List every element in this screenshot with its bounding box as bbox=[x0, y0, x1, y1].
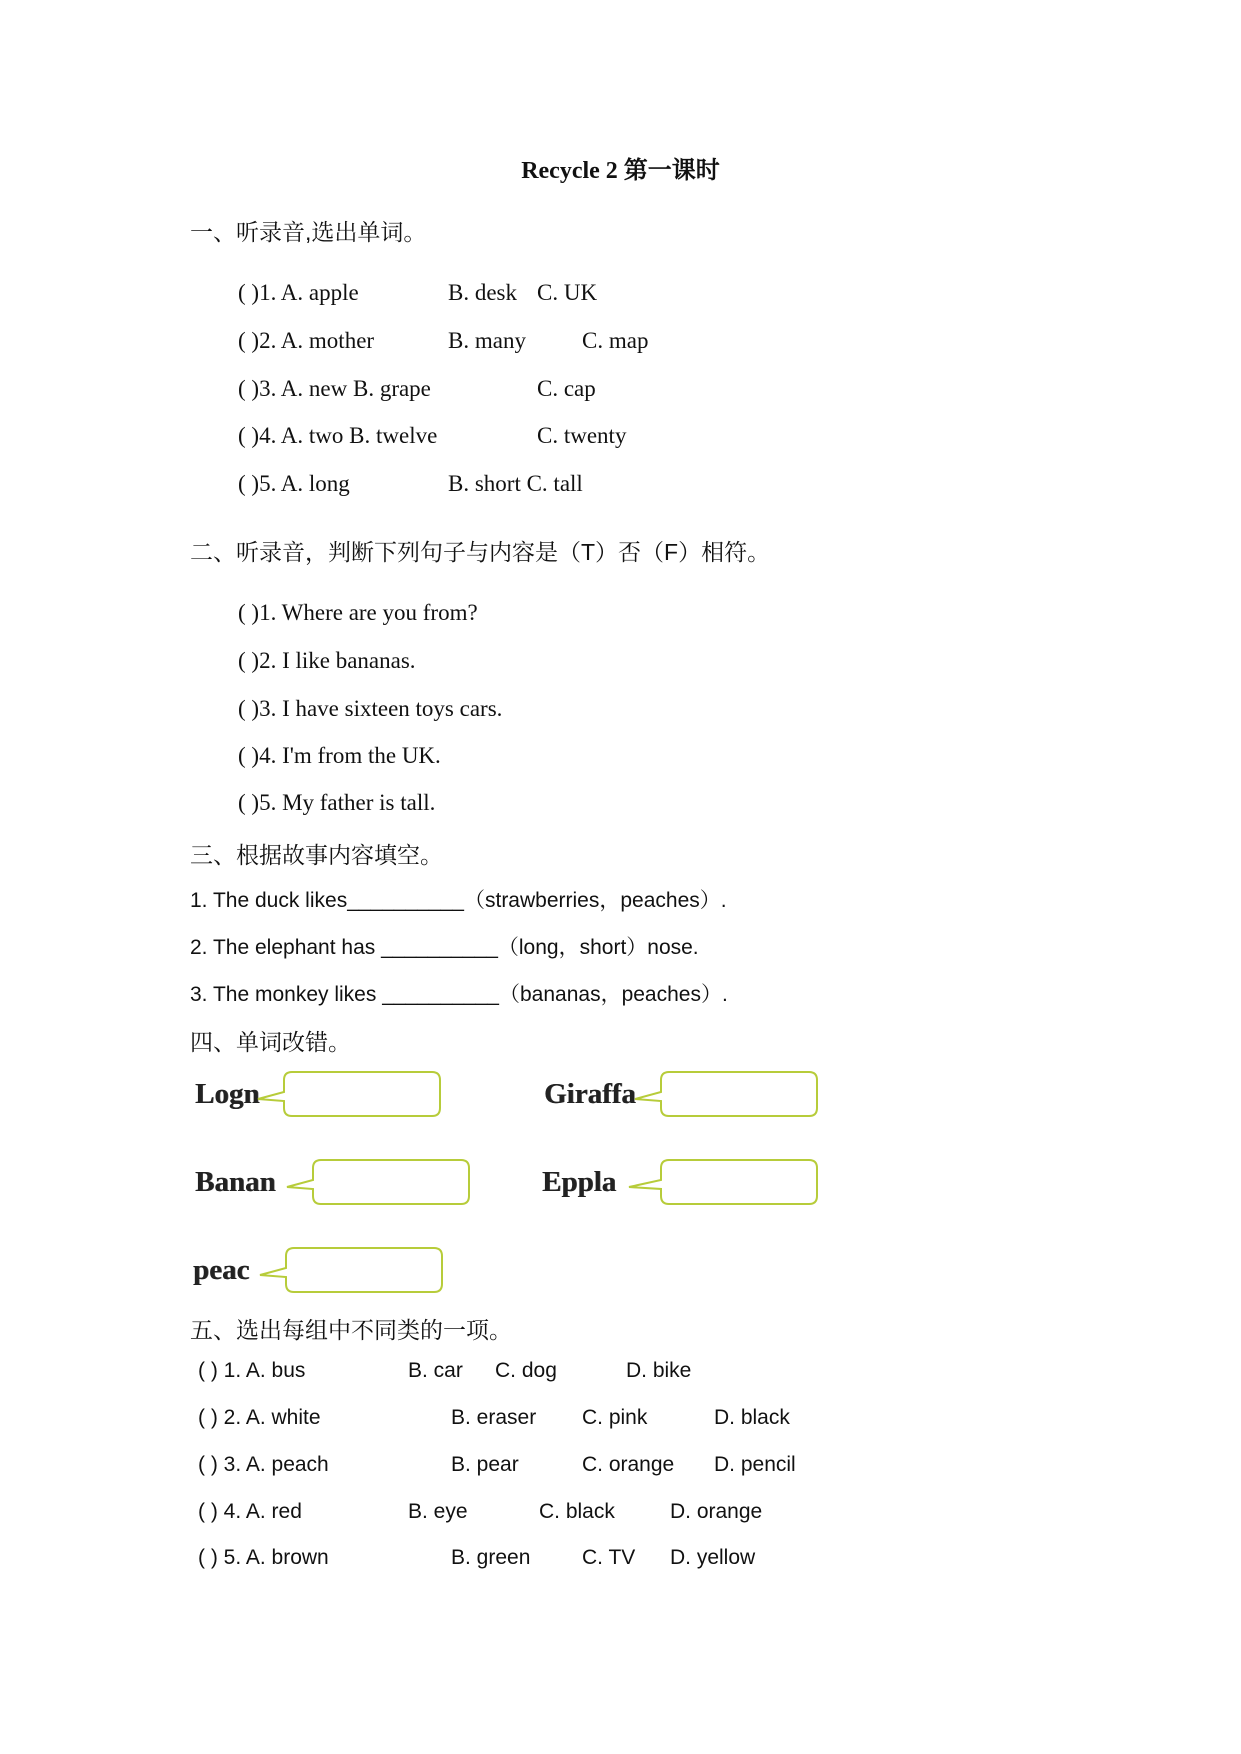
misspelled-word-2: Giraffa bbox=[544, 1078, 636, 1110]
item-stem: ( ) 3. A. peach bbox=[198, 1453, 329, 1476]
answer-bubble-3[interactable] bbox=[285, 1158, 475, 1208]
option-b: B. car bbox=[408, 1359, 463, 1382]
section5-heading: 五、选出每组中不同类的一项。 bbox=[190, 1317, 512, 1343]
section5-item-4 bbox=[198, 1500, 838, 1530]
section5-item-1 bbox=[198, 1359, 838, 1389]
section5-item-3 bbox=[198, 1453, 838, 1483]
section2-heading: 二、听录音，判断下列句子与内容是（T）否（F）相符。 bbox=[190, 539, 771, 565]
section1-item-3 bbox=[238, 376, 738, 406]
misspelled-word-4: Eppla bbox=[542, 1166, 617, 1198]
option-b: B. pear bbox=[451, 1453, 519, 1476]
section3-item-1: 1. The duck likes__________（strawberries，peaches）. bbox=[190, 889, 727, 912]
option-c: C. orange bbox=[582, 1453, 675, 1476]
section1-item-5 bbox=[238, 471, 738, 501]
item-stem: ( ) 5. A. brown bbox=[198, 1546, 329, 1569]
option-c: C. black bbox=[539, 1500, 615, 1523]
answer-bubble-5[interactable] bbox=[258, 1246, 448, 1296]
item-stem: ( ) 1. A. bus bbox=[198, 1359, 306, 1382]
option-c: C. pink bbox=[582, 1406, 648, 1429]
misspelled-word-1: Logn bbox=[195, 1078, 260, 1110]
item-stem: ( )2. A. mother bbox=[238, 328, 375, 353]
option-c: C. TV bbox=[582, 1546, 636, 1569]
option-d: D. pencil bbox=[714, 1453, 796, 1476]
item-stem: ( )5. A. long bbox=[238, 471, 350, 496]
answer-bubble-2[interactable] bbox=[633, 1070, 823, 1120]
section1-heading: 一、听录音,选出单词。 bbox=[190, 219, 427, 245]
section2-item-2: ( )2. I like bananas. bbox=[238, 648, 416, 673]
section5-item-2 bbox=[198, 1406, 838, 1436]
option-b: B. eye bbox=[408, 1500, 468, 1523]
option-c: C. cap bbox=[537, 376, 596, 401]
option-d: D. orange bbox=[670, 1500, 763, 1523]
misspelled-word-5: peac bbox=[193, 1254, 250, 1286]
section2-item-3: ( )3. I have sixteen toys cars. bbox=[238, 696, 503, 721]
option-d: D. black bbox=[714, 1406, 790, 1429]
option-c: C. map bbox=[582, 328, 649, 353]
section3-item-2: 2. The elephant has __________（long，short）nose. bbox=[190, 936, 699, 959]
item-stem: ( )4. A. two B. twelve bbox=[238, 423, 438, 448]
section3-item-3: 3. The monkey likes __________（bananas，peaches）. bbox=[190, 983, 728, 1006]
item-stem: ( ) 2. A. white bbox=[198, 1406, 321, 1429]
section3-heading: 三、根据故事内容填空。 bbox=[190, 842, 443, 868]
item-stem: ( )1. A. apple bbox=[238, 280, 359, 305]
option-c: C. UK bbox=[537, 280, 598, 305]
option-c: C. dog bbox=[495, 1359, 557, 1382]
option-c: C. twenty bbox=[537, 423, 627, 448]
section2-item-5: ( )5. My father is tall. bbox=[238, 790, 436, 815]
section1-item-1 bbox=[238, 280, 738, 310]
answer-bubble-1[interactable] bbox=[256, 1070, 446, 1120]
option-b: B. eraser bbox=[451, 1406, 537, 1429]
item-stem: ( )3. A. new B. grape bbox=[238, 376, 431, 401]
option-b: B. green bbox=[451, 1546, 531, 1569]
section4-heading: 四、单词改错。 bbox=[190, 1029, 351, 1055]
answer-bubble-4[interactable] bbox=[627, 1158, 823, 1208]
option-b: B. many bbox=[448, 328, 526, 353]
page-title: Recycle 2 第一课时 bbox=[521, 158, 720, 184]
item-stem: ( ) 4. A. red bbox=[198, 1500, 302, 1523]
option-d: D. bike bbox=[626, 1359, 692, 1382]
misspelled-word-3: Banan bbox=[195, 1166, 276, 1198]
option-b: B. short C. tall bbox=[448, 471, 583, 496]
section1-item-2 bbox=[238, 328, 738, 358]
section2-item-4: ( )4. I'm from the UK. bbox=[238, 743, 441, 768]
section5-item-5 bbox=[198, 1546, 838, 1576]
section2-item-1: ( )1. Where are you from? bbox=[238, 600, 478, 625]
option-b: B. desk bbox=[448, 280, 517, 305]
section1-item-4 bbox=[238, 423, 738, 453]
option-d: D. yellow bbox=[670, 1546, 756, 1569]
